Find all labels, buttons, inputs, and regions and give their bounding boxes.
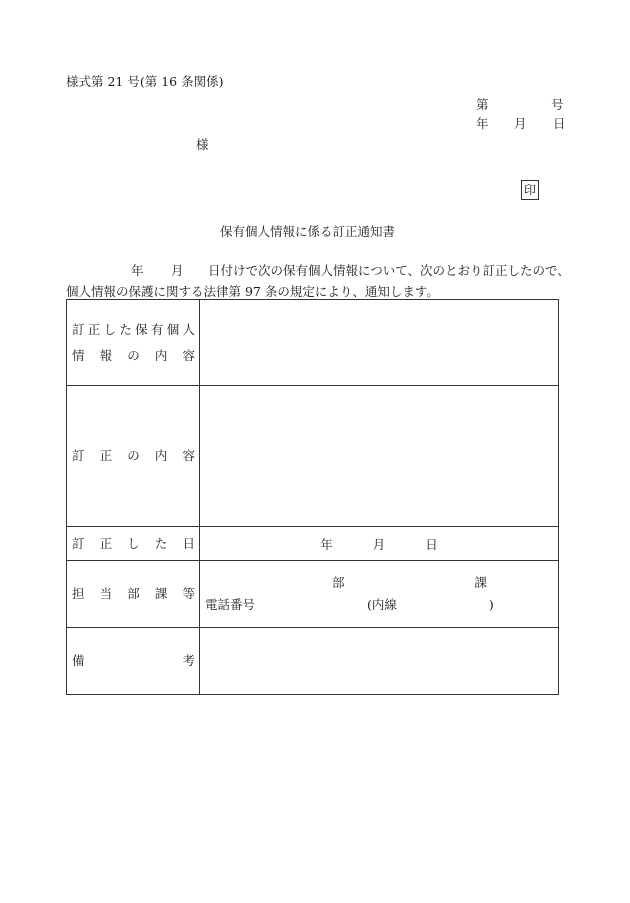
label-correction-content xyxy=(67,386,200,527)
date-day-label: 日 xyxy=(553,116,566,131)
intro-month: 月 xyxy=(171,263,184,278)
remarks-char-1: 備 xyxy=(72,653,85,668)
extension-open: (内線 xyxy=(367,597,397,612)
table-row xyxy=(67,628,559,695)
value-correction-content[interactable] xyxy=(200,386,559,527)
department-bu-label: 部 xyxy=(332,575,345,590)
number-suffix: 号 xyxy=(551,97,564,112)
table-row xyxy=(67,527,559,561)
remarks-char-2: 考 xyxy=(182,653,195,668)
value-department[interactable] xyxy=(200,561,559,628)
label-remarks-line xyxy=(72,648,195,674)
seal-mark: 印 xyxy=(521,180,539,200)
document-title: 保有個人情報に係る訂正通知書 xyxy=(220,224,396,239)
date-year-label: 年 xyxy=(476,116,489,131)
date-month-label: 月 xyxy=(514,116,527,131)
correction-month-label: 月 xyxy=(372,536,386,552)
label-department xyxy=(67,561,200,628)
addressee-suffix: 様 xyxy=(196,137,209,152)
intro-year: 年 xyxy=(131,263,144,278)
table-row xyxy=(67,300,559,386)
number-prefix: 第 xyxy=(476,97,489,112)
label-remarks xyxy=(67,628,200,695)
intro-line2: 個人情報の保護に関する法律第 97 条の規定により、通知します。 xyxy=(66,284,439,299)
label-department-text: 担 当 部 課 等 xyxy=(72,586,195,601)
phone-label: 電話番号 xyxy=(205,597,256,612)
value-corrected-info[interactable] xyxy=(200,300,559,386)
label-correction-date-text: 訂 正 し た 日 xyxy=(72,535,195,551)
label-corrected-info-line2: 情 報 の 内 容 xyxy=(72,347,195,363)
intro-line1: 日付けで次の保有個人情報について、次のとおり訂正したので、 xyxy=(208,263,570,278)
value-correction-date[interactable] xyxy=(200,527,559,561)
table-row xyxy=(67,386,559,527)
correction-year-label: 年 xyxy=(320,536,333,552)
extension-close: ) xyxy=(488,597,494,612)
label-correction-date xyxy=(67,527,200,561)
correction-day-label: 日 xyxy=(425,536,438,552)
value-remarks[interactable] xyxy=(200,628,559,695)
notice-table xyxy=(66,299,559,695)
label-corrected-info-line1: 訂 正 し た 保 有 個 人 xyxy=(72,321,195,337)
label-correction-content-text: 訂 正 の 内 容 xyxy=(72,448,195,463)
table-row xyxy=(67,561,559,628)
department-ka-label: 課 xyxy=(474,575,488,590)
form-number: 様式第 21 号(第 16 条関係) xyxy=(66,74,224,89)
label-corrected-info xyxy=(67,300,200,386)
